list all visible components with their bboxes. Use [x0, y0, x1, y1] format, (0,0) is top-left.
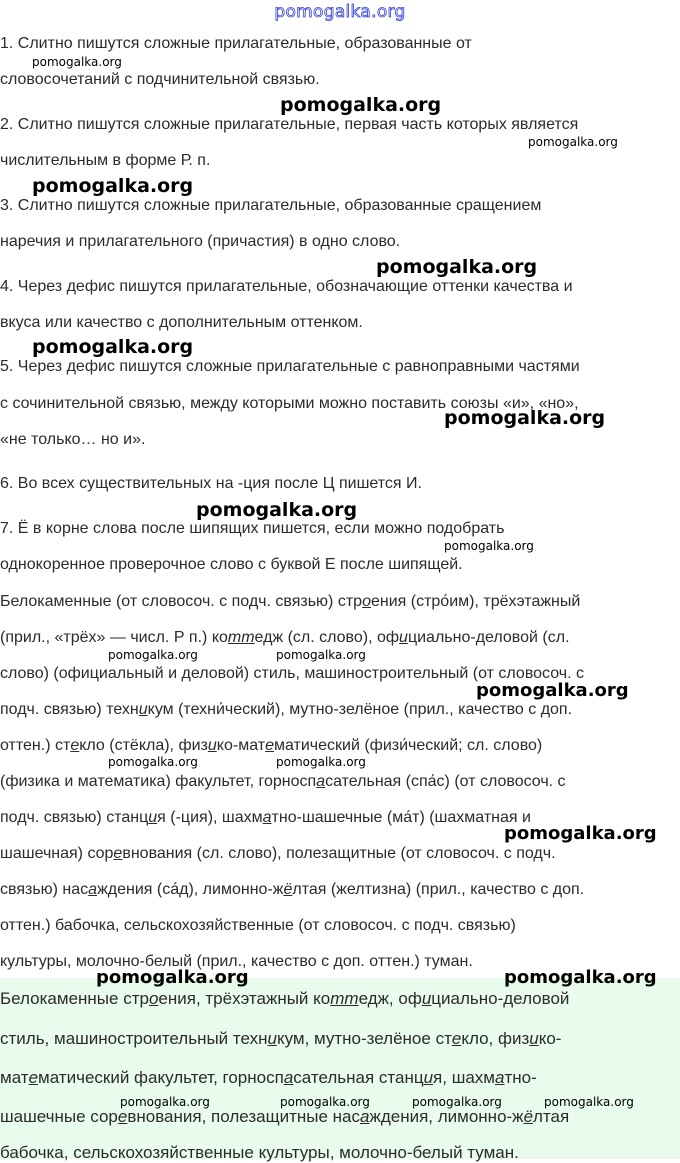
rule-line: 3. Слитно пишутся сложные прилагательные, образованные сращением — [0, 197, 542, 214]
rule-line: однокоренное проверочное слово с буквой Е после шипящей. — [0, 556, 463, 573]
text-segment: тно-шашечные (ма́т) (шахматная и — [271, 809, 531, 826]
watermark: pomogalka.org — [504, 823, 657, 844]
rule-line: 2. Слитно пишутся сложные прилагательные, первая часть которых является — [0, 116, 579, 133]
text-segment: ения (стро́им), трёхэтажный — [370, 593, 581, 610]
highlighted-letter: а — [359, 1107, 370, 1126]
text-segment: тно- — [504, 1068, 537, 1087]
text-segment: циально-деловой (сл. — [407, 629, 570, 646]
text-segment: я (-ция), шахм — [157, 809, 263, 826]
rule-line: 4. Через дефис пишутся прилагательные, обозначающие оттенки качества и — [0, 278, 573, 295]
explanation-line — [0, 952, 680, 972]
text-segment: кум (техни́ческий), мутно-зелёное (прил., качество с доп. — [147, 701, 573, 718]
rule-line: 1. Слитно пишутся сложные прилагательные, образованные от — [0, 35, 472, 52]
watermark: pomogalka.org — [476, 680, 629, 701]
highlighted-letter: и — [207, 737, 217, 754]
highlighted-letter: а — [316, 773, 326, 790]
explanation-line — [0, 808, 680, 828]
text-segment: матический факультет, горносп — [38, 1068, 284, 1087]
text-segment: ко-мат — [216, 737, 266, 754]
rule-line: «не только… но и». — [0, 431, 146, 448]
site-header-logo: pomogalka.org — [274, 2, 406, 22]
text-segment: мат — [0, 1068, 29, 1087]
text-segment: ко- — [538, 1029, 562, 1048]
explanation-line — [0, 628, 680, 648]
watermark: pomogalka.org — [280, 94, 442, 116]
explanation-line — [0, 664, 680, 684]
watermark: pomogalka.org — [32, 175, 194, 197]
highlighted-letter: и — [267, 1029, 277, 1048]
explanation-line — [0, 916, 680, 936]
highlighted-letter: ё — [283, 881, 293, 898]
highlighted-letter: тт — [330, 989, 359, 1008]
text-segment: ения, трёхэтажный ко — [158, 989, 331, 1008]
text-segment: сательная (спа́с) (от словосоч. с — [325, 773, 566, 790]
highlighted-letter: е — [265, 737, 274, 754]
text-segment: внования (сл. слово), полезащитные (от словосоч. с подч. — [122, 845, 556, 862]
watermark: pomogalka.org — [108, 755, 198, 769]
text-segment: едж (сл. слово), оф — [254, 629, 400, 646]
text-segment: кло (стёкла), физ — [79, 737, 208, 754]
watermark: pomogalka.org — [528, 135, 618, 149]
rule-line: числительным в форме Р. п. — [0, 152, 211, 169]
text-segment: (прил., «трёх» — числ. Р п.) ко — [0, 629, 228, 646]
text-segment: шашечная) сор — [0, 845, 114, 862]
answer-line — [0, 1029, 680, 1049]
text-segment: Белокаменные стр — [0, 989, 149, 1008]
text-segment: сательная станц — [293, 1068, 424, 1087]
text-segment: матический (физи́ческий; сл. слово) — [273, 737, 543, 754]
text-segment: оттен.) бабочка, сельскохозяйственные (от словосоч. с подч. связью) — [0, 917, 516, 934]
watermark: pomogalka.org — [276, 648, 366, 662]
text-segment: стиль, машиностроительный техн — [0, 1029, 268, 1048]
explanation-line — [0, 700, 680, 720]
watermark: pomogalka.org — [276, 755, 366, 769]
highlighted-letter: и — [399, 629, 408, 646]
highlighted-letter: а — [283, 1068, 294, 1087]
explanation-line — [0, 844, 680, 864]
text-segment: подч. связью) техн — [0, 701, 139, 718]
watermark: pomogalka.org — [444, 407, 606, 429]
explanation-line — [0, 880, 680, 900]
text-segment: лтая (желтизна) (прил., качество с доп. — [292, 881, 585, 898]
highlighted-letter: е — [451, 1029, 462, 1048]
answer-line — [0, 1143, 680, 1163]
watermark: pomogalka.org — [196, 499, 358, 521]
text-segment: я, шахм — [433, 1068, 495, 1087]
rule-line: 7. Ё в корне слова после шипящих пишется, если можно подобрать — [0, 520, 505, 537]
text-segment: культуры, молочно-белый (прил., качество с доп. оттен.) туман. — [0, 953, 473, 970]
text-segment: слово) (официальный и деловой) стиль, машиностроительный (от словосоч. с — [0, 665, 584, 682]
text-segment: кло, физ — [461, 1029, 530, 1048]
watermark: pomogalka.org — [120, 1095, 210, 1109]
rule-line: вкуса или качество с дополнительным оттенком. — [0, 314, 363, 331]
text-segment: ждения, лимонно-ж — [369, 1107, 524, 1126]
highlighted-letter: а — [494, 1068, 505, 1087]
highlighted-letter: и — [421, 989, 432, 1008]
text-segment: подч. связью) станц — [0, 809, 149, 826]
watermark: pomogalka.org — [544, 1095, 634, 1109]
text-segment: Белокаменные (от словосоч. с подч. связью) стр — [0, 593, 363, 610]
highlighted-letter: ё — [523, 1107, 534, 1126]
rule-line: наречия и прилагательного (причастия) в одно слово. — [0, 233, 401, 250]
text-segment: бабочка, сельскохозяйственные культуры, молочно-белый туман. — [0, 1143, 519, 1162]
text-segment: циально-деловой — [431, 989, 570, 1008]
watermark: pomogalka.org — [504, 967, 657, 988]
explanation-line — [0, 736, 680, 756]
highlighted-letter: а — [262, 809, 272, 826]
rule-line: 5. Через дефис пишутся сложные прилагательные с равноправными частями — [0, 358, 580, 375]
highlighted-letter: и — [148, 809, 158, 826]
watermark: pomogalka.org — [280, 1095, 370, 1109]
highlighted-letter: е — [117, 1107, 128, 1126]
highlighted-letter: и — [423, 1068, 434, 1087]
explanation-line — [0, 592, 680, 612]
rule-line: 6. Во всех существительных на -ция после Ц пишется И. — [0, 475, 422, 492]
highlighted-letter: е — [113, 845, 123, 862]
watermark: pomogalka.org — [412, 1095, 502, 1109]
text-segment: едж, оф — [358, 989, 422, 1008]
watermark: pomogalka.org — [96, 967, 249, 988]
text-segment: лтая — [533, 1107, 570, 1126]
highlighted-letter: тт — [227, 629, 255, 646]
answer-line — [0, 989, 680, 1009]
highlighted-letter: е — [28, 1068, 39, 1087]
rule-line: с сочинительной связью, между которыми можно поставить союзы «и», «но», — [0, 395, 579, 412]
rule-line: словосочетаний с подчинительной связью. — [0, 71, 320, 88]
highlighted-letter: е — [70, 737, 80, 754]
text-segment: кум, мутно-зелёное ст — [276, 1029, 452, 1048]
text-segment: связью) нас — [0, 881, 89, 898]
highlighted-letter: а — [88, 881, 98, 898]
highlighted-letter: и — [529, 1029, 539, 1048]
highlighted-letter: о — [148, 989, 159, 1008]
answer-line — [0, 1107, 680, 1127]
text-segment: оттен.) ст — [0, 737, 71, 754]
answer-line — [0, 1068, 680, 1088]
text-segment: внования, полезащитные нас — [127, 1107, 360, 1126]
watermark: pomogalka.org — [32, 336, 194, 358]
watermark: pomogalka.org — [32, 55, 122, 69]
text-segment: ждения (са́д), лимонно-ж — [97, 881, 284, 898]
explanation-line — [0, 772, 680, 792]
watermark: pomogalka.org — [444, 539, 534, 553]
highlighted-letter: и — [138, 701, 148, 718]
highlighted-letter: о — [362, 593, 371, 610]
watermark: pomogalka.org — [376, 256, 538, 278]
watermark: pomogalka.org — [108, 648, 198, 662]
text-segment: шашечные сор — [0, 1107, 118, 1126]
text-segment: (физика и математика) факультет, горносп — [0, 773, 317, 790]
